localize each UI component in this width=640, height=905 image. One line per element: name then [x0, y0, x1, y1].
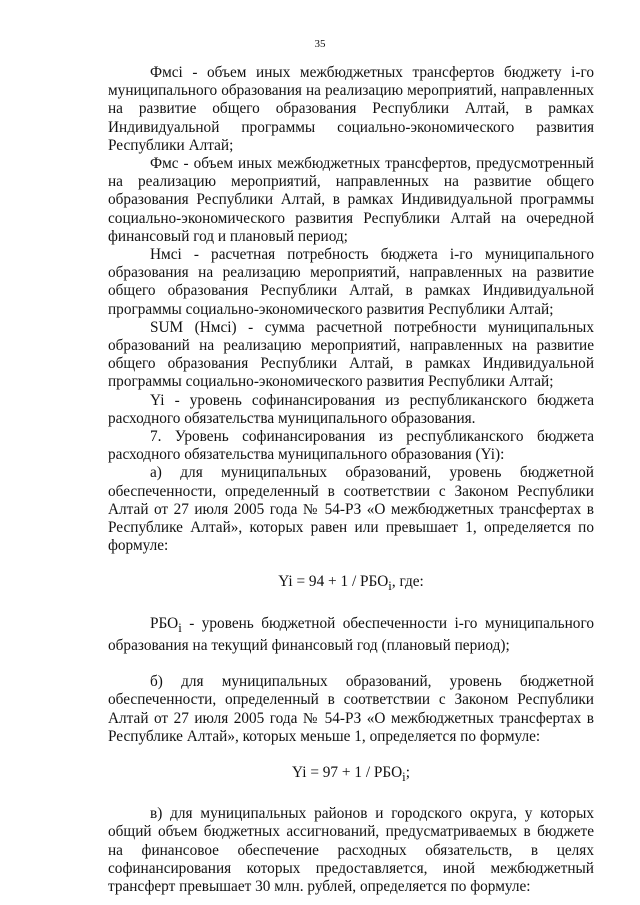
- formula-b-tail: ;: [405, 764, 410, 781]
- definition-fmc: Фмс - объем иных межбюджетных трансфертов, предусмотренный на реализацию мероприятий, направленных на развитие общего образования Республики Алтай, в рамках Индивидуальной программы социально-экономического развития Республики Алтай на очередной финансовый год и плановый период;: [108, 155, 594, 245]
- formula-a-subscript: i: [388, 579, 392, 594]
- item-7-subitem-c: в) для муниципальных районов и городского округа, у которых общий объем бюджетных ассигнований, предусматриваемых в бюджете на финансовое обеспечение расходных обязательств, в целях софинансирования которых предоставляется, иной межбюджетный трансферт превышает 30 млн. рублей, определяется по формуле:: [108, 805, 594, 896]
- formula-a-tail: , где:: [391, 573, 424, 591]
- definition-nmci: Нмсi - расчетная потребность бюджета i-го муниципального образования на реализацию мероприятий, направленных на развитие общего образования Республики Алтай, в рамках Индивидуальной программы социально-экономического развития Республики Алтай;: [108, 246, 594, 318]
- definition-rbo: [108, 615, 594, 655]
- paragraph-gap: [108, 655, 594, 673]
- rbo-description: - уровень бюджетной обеспеченности i-го муниципального образования на текущий финансовый год (плановый период);: [108, 614, 594, 654]
- formula-b-subscript: i: [402, 770, 406, 785]
- definition-fmci: Фмсi - объем иных межбюджетных трансфертов бюджету i-го муниципального образования на реализацию мероприятий, направленных на развитие общего образования Республики Алтай, в рамках Индивидуальной программы социально-экономического развития Республики Алтай;: [108, 64, 594, 154]
- item-7-subitem-a: а) для муниципальных образований, уровень бюджетной обеспеченности, определенный в соответствии с Законом Республики Алтай от 27 июля 2005 года № 54-РЗ «О межбюджетных трансфертах в Республике Алтай», которых равен или превышает 1, определяется по формуле:: [108, 464, 594, 555]
- document-body: [108, 64, 594, 896]
- formula-b-main: Yi = 97 + 1 / РБО: [292, 764, 403, 781]
- formula-a: [108, 573, 594, 595]
- rbo-subscript: i: [178, 620, 182, 635]
- definition-sum-nmci: SUM (Нмсi) - сумма расчетной потребности муниципальных образований на реализацию мероприятий, направленных на развитие общего образования Республики Алтай, в рамках Индивидуальной программы социально-экономического развития Республики Алтай;: [108, 318, 594, 391]
- formula-b: [108, 764, 594, 786]
- item-7-intro: 7. Уровень софинансирования из республиканского бюджета расходного обязательства муниципального образования (Yi):: [108, 428, 594, 464]
- formula-a-main: Yi = 94 + 1 / РБО: [278, 573, 389, 591]
- rbo-symbol: РБО: [150, 614, 179, 632]
- definition-yi: Yi - уровень софинансирования из республиканского бюджета расходного обязательства муниципального образования.: [108, 391, 594, 427]
- page-number: 35: [314, 38, 326, 50]
- item-7-subitem-b: б) для муниципальных образований, уровень бюджетной обеспеченности, определенный в соответствии с Законом Республики Алтай от 27 июля 2005 года № 54-РЗ «О межбюджетных трансфертах в Республике Алтай», которых меньше 1, определяется по формуле:: [108, 673, 594, 745]
